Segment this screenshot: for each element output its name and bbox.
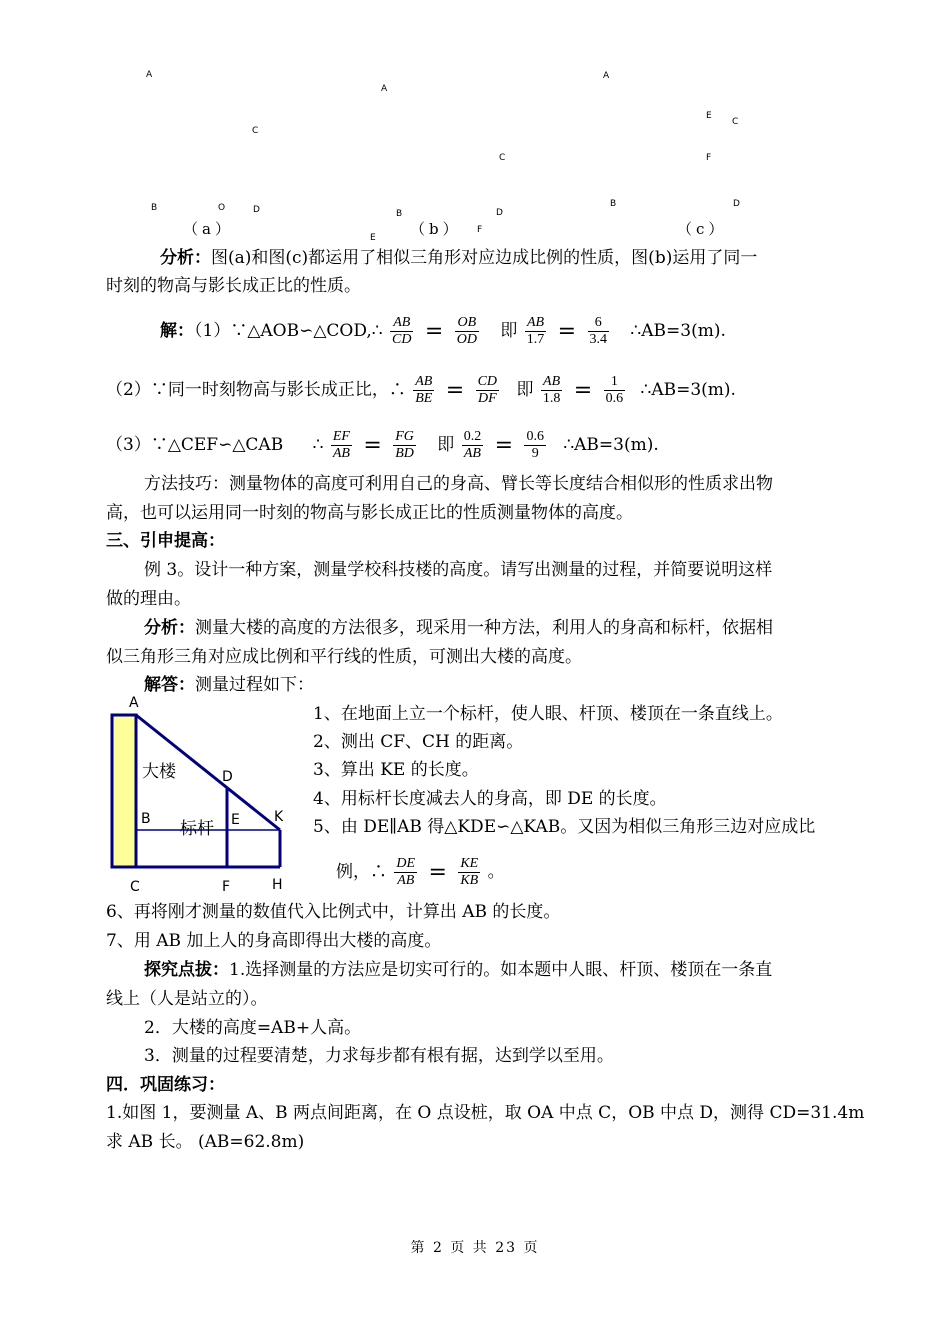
step5-equals: =: [428, 859, 447, 885]
fig-c-label-a: A: [603, 71, 610, 81]
sol3-result: ∴AB=3(m).: [563, 435, 659, 455]
diagram-label-k: K: [274, 809, 284, 825]
diagram-label-pole: 标杆: [180, 819, 214, 839]
sol1-equals-2: =: [557, 318, 577, 344]
tips-line-1: [144, 956, 772, 984]
sol2-equals-2: =: [573, 377, 593, 403]
sol3-frac-4: $\frac{0.6}{9}$: [526, 429, 544, 461]
fig-a-label-b: B: [151, 203, 158, 213]
fig-c-label-e: E: [706, 111, 712, 121]
method-line-1: 方法技巧：测量物体的高度可利用自己的身高、臂长等长度结合相似形的性质求出物: [144, 474, 773, 494]
sol2-frac-2: $\frac{CD}{DF}$: [477, 374, 498, 406]
fig-c-caption: （c）: [677, 220, 728, 238]
step-5: 5、由 DE∥AB 得△KDE∽△KAB。又因为相似三角形三边对应成比: [313, 817, 816, 837]
solution-2: [106, 370, 736, 410]
step-7: 7、用 AB 加上人的身高即得出大楼的高度。: [106, 931, 442, 951]
step5-frac-2: $\frac{KE}{KB}$: [460, 856, 479, 888]
solution-3-premise: （3）∵△CEF∽△CAB: [106, 435, 284, 455]
answer-label: 解答：: [144, 675, 195, 695]
step-6: 6、再将刚才测量的数值代入比例式中，计算出 AB 的长度。: [106, 902, 561, 922]
analysis-1-label: 分析：: [160, 248, 211, 268]
sol3-equals-1: =: [363, 432, 382, 458]
solution-label: 解：: [160, 321, 194, 341]
fig-a-caption: （a）: [183, 220, 234, 238]
tips-label: 探究点拔：: [144, 960, 229, 980]
solution-3: [106, 425, 659, 465]
analysis-3-label: 分析：: [144, 618, 195, 638]
sol1-frac-1: $\frac{AB}{CD}$: [392, 315, 412, 347]
section-4-heading: 四．巩固练习：: [106, 1075, 225, 1095]
sol3-therefore: ∴: [312, 435, 324, 455]
fig-c-label-f: F: [706, 153, 712, 163]
fig-b-caption: （b）: [410, 220, 462, 238]
analysis-3-line-1: [144, 614, 773, 642]
tips-line-3: 3．测量的过程要清楚，力求每步都有根有据，达到学以至用。: [144, 1046, 614, 1066]
sol1-result: ∴AB=3(m).: [630, 321, 726, 341]
step-5-formula: [336, 852, 505, 892]
analysis-3-line-2: 似三角形三角对应成比例和平行线的性质，可测出大楼的高度。: [106, 647, 582, 667]
section-3-heading: 三、引申提高：: [106, 531, 225, 551]
answer-text: 测量过程如下：: [195, 675, 314, 695]
fig-c-label-b: B: [610, 199, 617, 209]
analysis-3-text: 测量大楼的高度的方法很多，现采用一种方法，利用人的身高和标杆，依据相: [195, 618, 773, 638]
fig-b-label-f: F: [477, 225, 483, 235]
sol3-frac-1: $\frac{EF}{AB}$: [332, 429, 350, 461]
analysis-1-line-1: [160, 244, 757, 272]
fig-b-label-d: D: [496, 208, 503, 218]
diagram-label-f: F: [222, 879, 231, 895]
sol2-equals-1: =: [445, 377, 465, 403]
tips-line-1b: 线上（人是站立的）。: [106, 989, 268, 1009]
fig-c-label-c: C: [732, 117, 739, 127]
sol1-ji: 即: [500, 321, 518, 341]
sol3-frac-3: $\frac{0.2}{AB}$: [463, 429, 482, 461]
analysis-1-line-2: 时刻的物高与影长成正比的性质。: [106, 276, 361, 296]
sol1-frac-2: $\frac{OB}{OD}$: [456, 315, 477, 347]
diagram-label-h: H: [272, 877, 283, 893]
step-3: 3、算出 KE 的长度。: [313, 760, 479, 780]
example-3-line-2: 做的理由。: [106, 589, 191, 609]
step-2: 2、测出 CF、CH 的距离。: [313, 732, 524, 752]
method-line-2: 高，也可以运用同一时刻的物高与影长成正比的性质测量物体的高度。: [106, 503, 633, 523]
fig-b-label-a: A: [381, 84, 388, 94]
sol2-result: ∴AB=3(m).: [640, 380, 736, 400]
step5-frac-1: $\frac{DE}{AB}$: [396, 856, 416, 888]
step-5-end: 。: [487, 862, 505, 882]
fig-a-label-o: O: [218, 203, 226, 213]
diagram-label-b: B: [141, 811, 151, 827]
sol1-frac-4: $\frac{6}{3.4}$: [589, 315, 608, 347]
fig-a-label-d: D: [253, 205, 260, 215]
fig-b-label-e: E: [370, 233, 376, 243]
analysis-1-text: 图(a)和图(c)都运用了相似三角形对应边成比例的性质，图(b)运用了同一: [211, 248, 758, 268]
diagram-label-building: 大楼: [142, 762, 176, 782]
sol2-ji: 即: [516, 380, 534, 400]
diagram-label-a: A: [129, 695, 139, 711]
sol2-frac-4: $\frac{1}{0.6}$: [605, 374, 624, 406]
fig-b-label-b: B: [396, 209, 403, 219]
fig-c-label-d: D: [733, 199, 740, 209]
sol1-equals-1: =: [424, 318, 444, 344]
step-1: 1、在地面上立一个标杆，使人眼、杆顶、楼顶在一条直线上。: [313, 704, 783, 724]
solution-1: [160, 311, 726, 351]
exercise-line-1: 1.如图 1，要测量 A、B 两点间距离，在 O 点设桩，取 OA 中点 C，OB 中点 D，测得 CD=31.4m: [106, 1103, 865, 1123]
solution-1-premise: （1）∵△AOB∽△COD,∴: [194, 321, 383, 341]
diagram-label-c: C: [130, 879, 140, 895]
sol3-equals-2: =: [494, 432, 514, 458]
building-pole-rect: [112, 715, 136, 867]
example-3-line-1: 例 3。设计一种方案，测量学校科技楼的高度。请写出测量的过程，并简要说明这样: [144, 560, 773, 580]
diagram-label-d: D: [222, 769, 233, 785]
sol3-frac-2: $\frac{FG}{BD}$: [395, 429, 414, 461]
step-4: 4、用标杆长度减去人的身高，即 DE 的长度。: [313, 789, 667, 809]
page-footer: 第 2 页 共 23 页: [410, 1240, 540, 1256]
diagram-label-e: E: [231, 812, 240, 828]
fig-a-label-a: A: [146, 70, 153, 80]
fig-b-label-c: C: [499, 153, 506, 163]
sol1-frac-3: $\frac{AB}{1.7}$: [526, 315, 545, 347]
sol3-ji: 即: [437, 435, 455, 455]
tips-line-2: 2．大楼的高度=AB+人高。: [144, 1018, 362, 1038]
solution-2-premise: （2）∵同一时刻物高与影长成正比，∴: [106, 380, 406, 400]
tips-text-1: 1.选择测量的方法应是切实可行的。如本题中人眼、杆顶、楼顶在一条直: [229, 960, 773, 980]
step-5-prefix: 例，∴: [336, 862, 387, 882]
building-diagram: [100, 690, 300, 900]
fig-a-label-c: C: [252, 126, 259, 136]
exercise-line-2: 求 AB 长。 (AB=62.8m): [106, 1132, 305, 1152]
sol2-frac-1: $\frac{AB}{BE}$: [415, 374, 433, 406]
sol2-frac-3: $\frac{AB}{1.8}$: [542, 374, 561, 406]
